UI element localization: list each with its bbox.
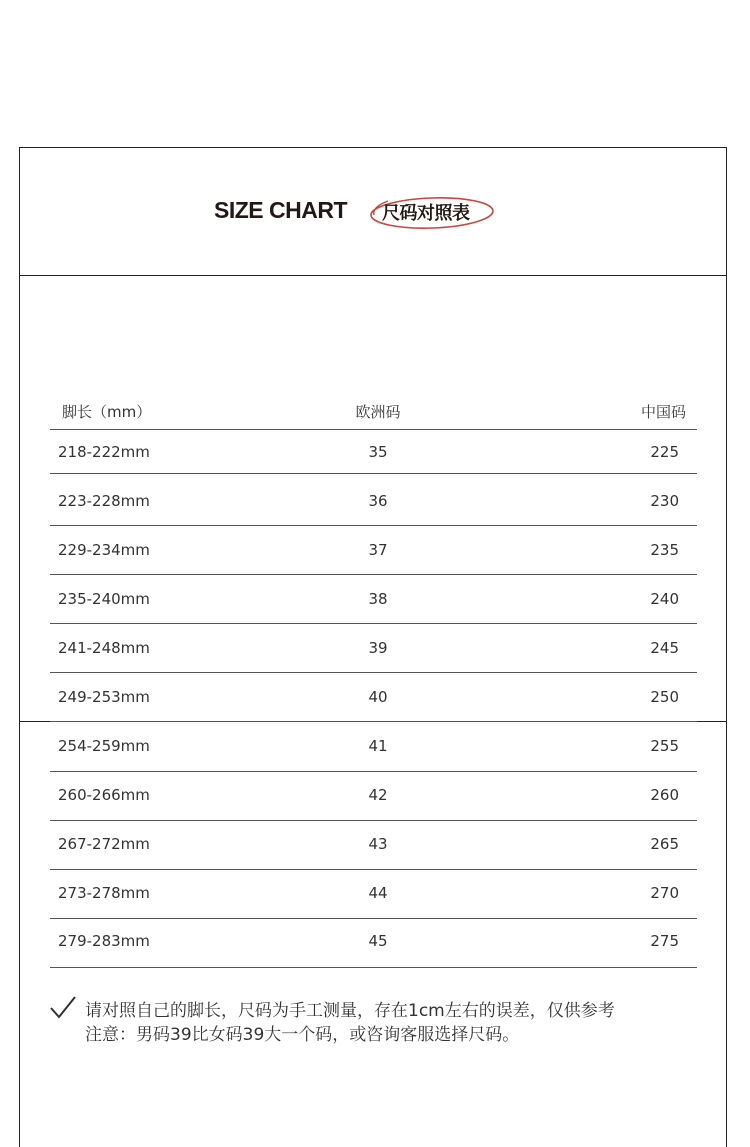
cn-size-cell: 235 — [650, 541, 679, 559]
foot-length-cell: 218-222mm — [58, 443, 150, 461]
note-line-2: 注意：男码39比女码39大一个码，或咨询客服选择尺码。 — [85, 1025, 520, 1045]
cn-size-cell: 275 — [650, 932, 679, 950]
cn-size-cell: 260 — [650, 786, 679, 804]
foot-length-cell: 260-266mm — [58, 786, 150, 804]
foot-length-cell: 249-253mm — [58, 688, 150, 706]
column-header-eu-size: 欧洲码 — [355, 403, 401, 421]
table-rule — [50, 574, 697, 575]
eu-size-cell: 43 — [368, 835, 388, 853]
cn-size-cell: 270 — [650, 884, 679, 902]
foot-length-cell: 223-228mm — [58, 492, 150, 510]
cn-size-cell: 245 — [650, 639, 679, 657]
table-rule — [50, 429, 697, 430]
eu-size-cell: 35 — [368, 443, 388, 461]
table-rule — [50, 820, 697, 821]
cn-size-cell: 230 — [650, 492, 679, 510]
foot-length-cell: 254-259mm — [58, 737, 150, 755]
table-rule — [50, 967, 697, 968]
table-rule — [50, 672, 697, 673]
table-rule — [50, 473, 697, 474]
eu-size-cell: 36 — [368, 492, 388, 510]
table-rule — [50, 918, 697, 919]
foot-length-cell: 273-278mm — [58, 884, 150, 902]
title-english: SIZE CHART — [214, 197, 347, 223]
eu-size-cell: 42 — [368, 786, 388, 804]
cn-size-cell: 225 — [650, 443, 679, 461]
table-rule — [50, 771, 697, 772]
eu-size-cell: 38 — [368, 590, 388, 608]
title-row — [0, 195, 750, 235]
foot-length-cell: 267-272mm — [58, 835, 150, 853]
column-header-foot-length: 脚长（mm） — [62, 403, 152, 421]
eu-size-cell: 39 — [368, 639, 388, 657]
column-header-cn-size: 中国码 — [640, 403, 686, 421]
note-line-1: 请对照自己的脚长，尺码为手工测量，存在1cm左右的误差，仅供参考 — [85, 1001, 615, 1021]
table-rule — [50, 623, 697, 624]
eu-size-cell: 40 — [368, 688, 388, 706]
foot-length-cell: 241-248mm — [58, 639, 150, 657]
foot-length-cell: 279-283mm — [58, 932, 150, 950]
cn-size-cell: 250 — [650, 688, 679, 706]
foot-length-cell: 235-240mm — [58, 590, 150, 608]
cn-size-cell: 265 — [650, 835, 679, 853]
eu-size-cell: 44 — [368, 884, 388, 902]
checkmark-icon — [50, 996, 76, 1020]
header-divider — [19, 275, 727, 276]
eu-size-cell: 45 — [368, 932, 388, 950]
cn-size-cell: 255 — [650, 737, 679, 755]
title-chinese: 尺码对照表 — [382, 203, 470, 224]
foot-length-cell: 229-234mm — [58, 541, 150, 559]
eu-size-cell: 37 — [368, 541, 388, 559]
table-rule — [50, 721, 697, 722]
table-rule — [50, 869, 697, 870]
table-rule — [50, 525, 697, 526]
cn-size-cell: 240 — [650, 590, 679, 608]
eu-size-cell: 41 — [368, 737, 388, 755]
